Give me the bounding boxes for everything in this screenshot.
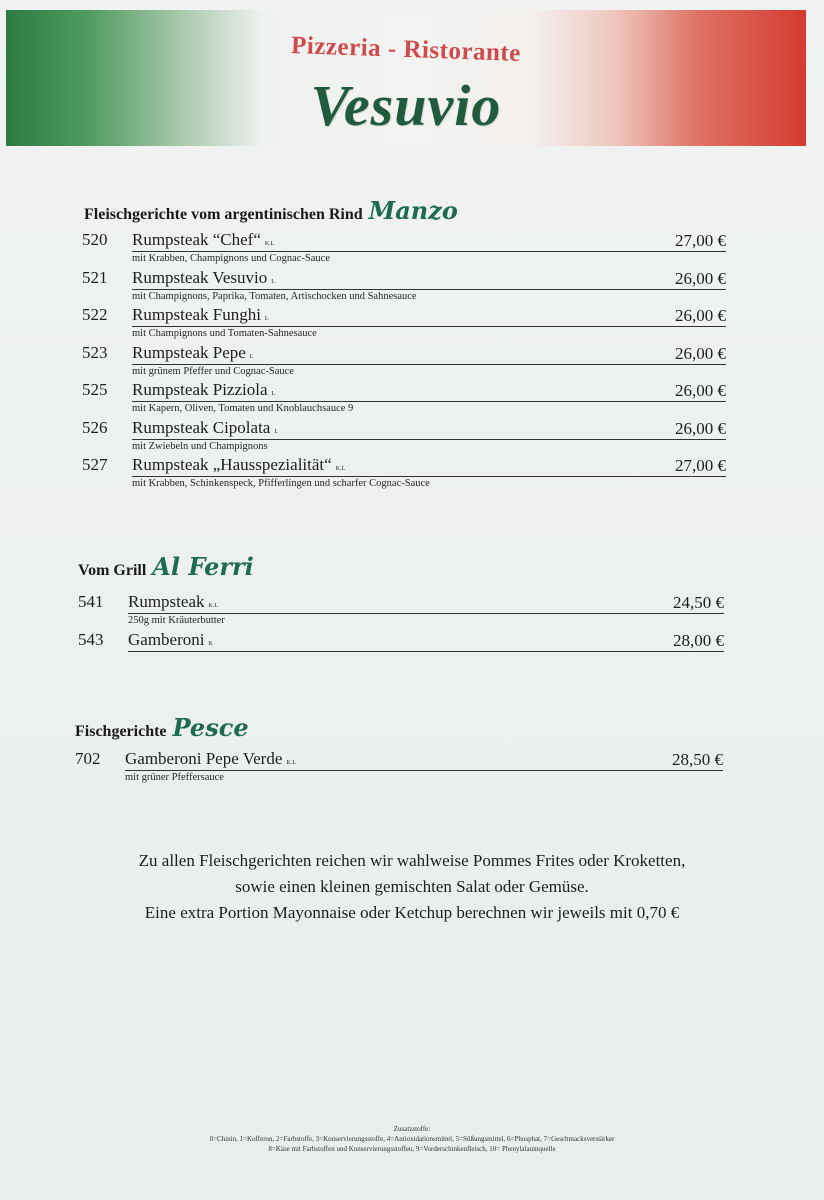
section-title-text: Fischgerichte	[75, 723, 167, 740]
note-line: Zu allen Fleischgerichten reichen wir wahlweise Pommes Frites oder Kroketten,	[138, 851, 686, 870]
item-line	[132, 230, 726, 252]
item-allergens: K	[208, 640, 213, 647]
item-number: 523	[82, 342, 108, 362]
section-title	[75, 713, 723, 749]
item-number: 526	[82, 417, 108, 437]
section-title	[84, 196, 726, 230]
item-line	[125, 749, 723, 771]
menu-item	[78, 592, 724, 630]
item-name-text: Gamberoni	[128, 629, 205, 649]
restaurant-subtitle: Pizzeria - Ristorante	[290, 31, 522, 68]
additives-line: 0=Chinin, 1=Kofferon, 2=Farbstoffe, 3=Konservierungsstoffe, 4=Antioxidationsmittel, 5=Süßungsmittel, 6=Phosphat, 7=Geschmacksverstärker	[209, 1135, 615, 1143]
menu-item-list	[75, 749, 723, 787]
menu-item	[82, 455, 726, 493]
item-name	[132, 230, 274, 250]
section-al-ferri	[78, 552, 724, 667]
item-name	[128, 630, 213, 650]
item-allergens: L	[274, 428, 279, 435]
item-price: 28,00 €	[673, 630, 724, 650]
item-line	[132, 455, 726, 477]
item-name-text: Rumpsteak „Hausspezialität“	[132, 455, 332, 474]
item-line	[132, 305, 726, 327]
item-line	[132, 343, 726, 365]
item-name	[132, 380, 275, 400]
item-name-text: Gamberoni Pepe Verde	[125, 749, 283, 768]
item-line	[128, 592, 724, 614]
item-name	[132, 268, 275, 288]
menu-item	[82, 418, 726, 456]
item-price: 24,50 €	[673, 593, 724, 612]
item-description: mit Kapern, Oliven, Tomaten und Knoblauchsauce 9	[132, 403, 354, 414]
item-number: 541	[78, 592, 104, 611]
item-description: mit Champignons, Paprika, Tomaten, Artischocken und Sahnesauce	[132, 290, 417, 302]
item-line	[132, 380, 726, 402]
section-title-text: Fleischgerichte vom argentinischen Rind	[84, 206, 363, 223]
section-pesce	[75, 713, 723, 787]
item-number: 543	[78, 629, 104, 649]
side-dish-note	[0, 848, 824, 926]
item-description: mit Krabben, Schinkenspeck, Pfifferlingen und scharfer Cognac-Sauce	[132, 478, 430, 489]
additives-legend	[0, 1124, 824, 1154]
item-price: 26,00 €	[675, 418, 726, 438]
restaurant-name: Vesuvio	[310, 73, 502, 138]
additives-line: 8=Käse mit Farbstoffen und Konservierungsstoffen, 9=Vorderschinkenfleisch, 10= Phenylalaninquelle	[268, 1145, 556, 1153]
section-title-text: Vom Grill	[78, 562, 147, 579]
item-price: 26,00 €	[675, 381, 726, 400]
item-allergens: L	[249, 353, 254, 360]
item-description: mit Champignons und Tomaten-Sahnesauce	[132, 328, 317, 339]
menu-item-list	[78, 592, 724, 667]
item-price: 27,00 €	[675, 231, 726, 250]
item-name-text: Rumpsteak Pizziola	[132, 380, 268, 399]
item-price: 27,00 €	[675, 456, 726, 475]
menu-item	[82, 230, 726, 268]
item-line	[128, 630, 724, 652]
item-name-text: Rumpsteak Funghi	[132, 305, 261, 324]
menu-item	[75, 749, 723, 787]
item-description: mit grünem Pfeffer und Cognac-Sauce	[132, 365, 294, 377]
item-name	[132, 305, 269, 325]
item-name	[132, 455, 345, 475]
item-number: 527	[82, 455, 108, 474]
item-description: mit Krabben, Champignons und Cognac-Sauce	[132, 253, 331, 264]
item-number: 520	[82, 230, 108, 249]
header-banner	[6, 10, 806, 146]
item-line	[132, 418, 726, 440]
item-price: 26,00 €	[675, 306, 726, 325]
menu-item	[82, 305, 726, 343]
item-allergens: K.L	[286, 760, 296, 766]
menu-item	[82, 268, 726, 306]
item-name	[125, 749, 296, 769]
item-allergens: L	[271, 278, 275, 285]
section-title	[78, 552, 724, 592]
item-name-text: Rumpsteak Vesuvio	[132, 267, 268, 287]
item-description: mit Zwiebeln und Champignons	[132, 440, 268, 452]
item-number: 525	[82, 380, 108, 399]
item-name-text: Rumpsteak “Chef“	[132, 230, 261, 249]
menu-item	[82, 380, 726, 418]
item-description: mit grüner Pfeffersauce	[125, 772, 224, 783]
item-number: 521	[82, 267, 108, 287]
item-price: 26,00 €	[675, 268, 726, 288]
item-price: 26,00 €	[675, 343, 726, 363]
item-name-text: Rumpsteak Cipolata	[132, 417, 271, 437]
item-line	[132, 268, 726, 290]
menu-item-list	[82, 230, 726, 493]
item-allergens: L	[264, 316, 269, 322]
item-number: 702	[75, 749, 101, 768]
section-title-italian: Al Ferri	[152, 552, 254, 581]
menu-item	[78, 630, 724, 668]
item-price: 28,50 €	[672, 750, 723, 769]
item-allergens: K.L	[264, 241, 275, 247]
item-name-text: Rumpsteak	[128, 592, 205, 611]
item-number: 522	[82, 305, 108, 324]
section-title-italian: Pesce	[172, 713, 249, 742]
item-allergens: L	[271, 391, 276, 397]
section-title-italian: Manzo	[368, 196, 458, 225]
note-line: sowie einen kleinen gemischten Salat oder Gemüse.	[235, 877, 589, 896]
item-name-text: Rumpsteak Pepe	[132, 342, 246, 362]
additives-title: Zusatzstoffe:	[393, 1125, 431, 1133]
item-name	[132, 418, 278, 438]
note-line: Eine extra Portion Mayonnaise oder Ketchup berechnen wir jeweils mit 0,70 €	[144, 903, 680, 922]
item-description: 250g mit Kräuterbutter	[128, 615, 225, 626]
item-allergens: K.L	[208, 603, 218, 609]
section-manzo	[82, 196, 726, 493]
item-name	[128, 592, 218, 612]
menu-item	[82, 343, 726, 381]
item-name	[132, 343, 253, 363]
item-allergens: K.L	[335, 466, 346, 472]
